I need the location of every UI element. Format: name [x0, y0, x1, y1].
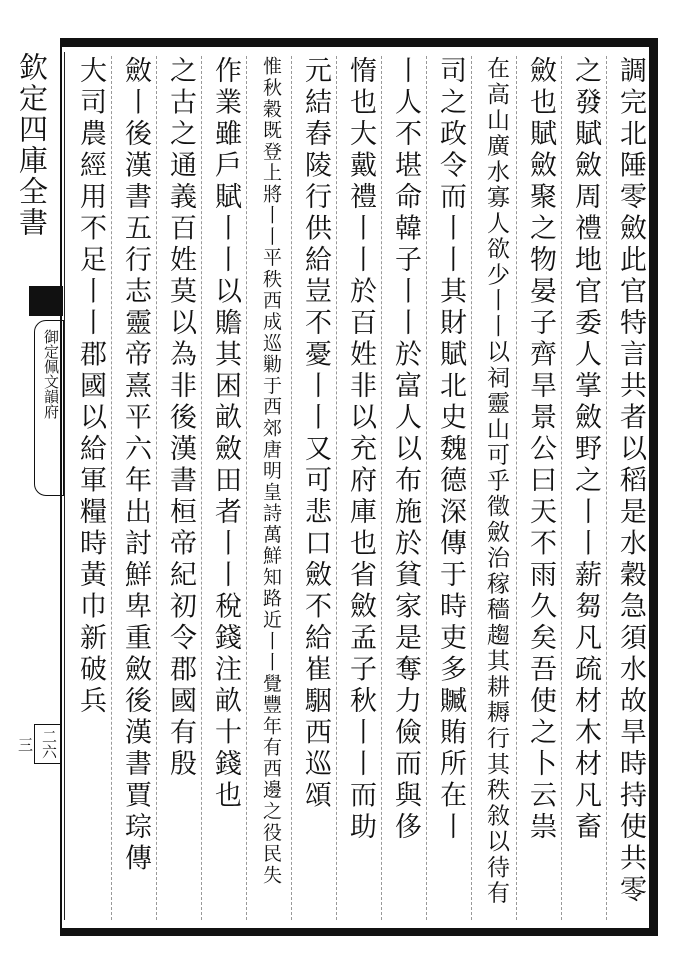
page-number: 二六三: [34, 724, 62, 764]
book-subtitle: 御定佩文韻府: [34, 320, 64, 496]
book-title: 欽定四庫全書: [15, 52, 49, 238]
text-column-12: 斂丨後漢書五行志靈帝熹平六年出討鮮卑重斂後漢書賈琮傳: [120, 56, 151, 875]
text-column-5: 司之政令而丨丨其財賦北史魏德深傳于時吏多贓賄所在丨: [435, 56, 466, 844]
margin-black-block: [29, 286, 63, 316]
text-column-8: 元結舂陵行供給豈不憂丨丨又可悲口斂不給崔駰西巡頌: [300, 56, 331, 812]
text-column-4: 在高山廣水寡人欲少丨丨以祠靈山可乎徵斂治稼穡趨其耕耨行其秩敘以待有: [483, 56, 509, 907]
text-column-11: 之古之通義百姓莫以為非後漢書桓帝紀初令郡國有殷: [165, 56, 196, 781]
text-column-10: 作業雖戶賦丨丨以贍其困畝斂田者丨丨稅錢注畝十錢也: [210, 56, 241, 812]
text-column-3: 斂也賦斂聚之物晏子齊旱景公曰天不雨久矣吾使之卜云祟: [525, 56, 556, 844]
text-column-6: 丨人不堪命韓子丨丨於富人以布施於貧家是奪力儉而與侈: [390, 56, 421, 844]
text-column-7: 惰也大戴禮丨丨於百姓非以充府庫也省斂孟子秋丨丨而助: [345, 56, 376, 844]
text-column-13: 大司農經用不足丨丨郡國以給軍糧時黃巾新破兵: [75, 56, 106, 718]
text-column-1: 調完北陲零斂此官特言共者以稻是水穀急須水故旱時持使共零: [615, 56, 646, 907]
text-column-2: 之發賦斂周禮地官委人掌斂野之丨丨薪芻凡疏材木材凡畜: [570, 56, 601, 844]
text-column-9: 惟秋穀既登上將丨丨平秩西成巡勦于西郊唐明皇詩萬鮮知路近丨丨覺豐年有西邊之役民失: [260, 56, 282, 886]
